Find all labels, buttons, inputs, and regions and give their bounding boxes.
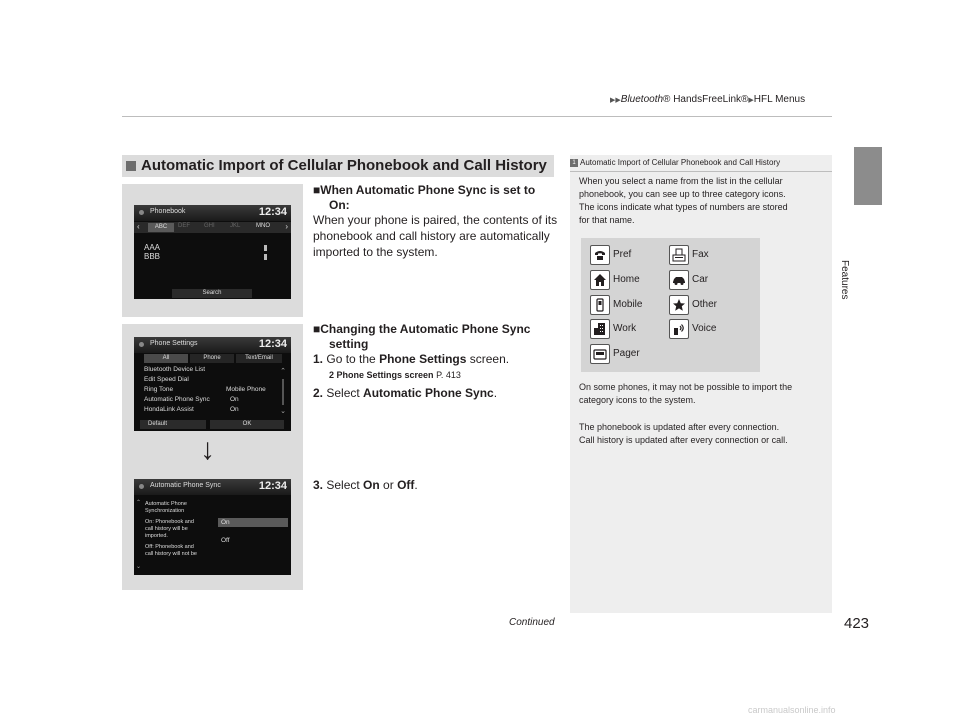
- mobile-icon: [590, 295, 610, 315]
- scroll-up-icon[interactable]: ⌃: [280, 368, 286, 375]
- screen-title: Phonebook: [150, 208, 186, 215]
- chapter-label: Features: [839, 260, 850, 300]
- category-icon-legend: [581, 238, 760, 372]
- sidebar-note: [570, 155, 832, 613]
- section-title: Automatic Import of Cellular Phonebook and Call History: [141, 157, 547, 174]
- settings-tabs: [144, 354, 282, 363]
- tab-def[interactable]: DEF: [178, 223, 190, 229]
- icon-label: Pref: [613, 249, 632, 260]
- mobile-icon: [264, 245, 267, 251]
- image-panel-settings: [122, 324, 303, 590]
- chevron-left-icon[interactable]: ‹: [137, 222, 140, 231]
- subsection-heading-cont: setting: [329, 337, 369, 351]
- voice-icon: [669, 319, 689, 339]
- tab-ghi[interactable]: GHI: [204, 223, 215, 229]
- triangle-icon: ▶: [748, 97, 754, 104]
- arrow-down-icon: ↓: [200, 433, 215, 466]
- screen-title: Automatic Phone Sync: [150, 482, 221, 489]
- scroll-up-icon[interactable]: ⌃: [136, 500, 142, 506]
- cross-reference-icon: 2: [329, 370, 335, 380]
- screen-title: Phone Settings: [150, 340, 198, 347]
- tab-abc[interactable]: ABC: [148, 223, 174, 232]
- note-paragraph-3: The phonebook is updated after every connection. Call history is updated after every connection or call.: [579, 422, 788, 445]
- section-heading-bar: [122, 155, 554, 177]
- automatic-phone-sync-screen: [134, 479, 291, 575]
- page-number: 423: [844, 615, 870, 632]
- building-icon: [590, 319, 610, 339]
- phone-icon: [590, 245, 610, 265]
- tab-jkl[interactable]: JKL: [230, 223, 241, 229]
- option-off[interactable]: Off: [221, 537, 230, 544]
- phone-settings-screen: [134, 337, 291, 431]
- step-1: 1. Go to the Phone Settings screen.: [313, 352, 510, 366]
- car-icon: [669, 270, 689, 290]
- scroll-down-icon[interactable]: ⌄: [136, 564, 142, 570]
- contact-entry[interactable]: BBB: [144, 252, 161, 261]
- icon-label: Pager: [613, 348, 640, 359]
- icon-label: Voice: [692, 323, 717, 334]
- note-paragraph-2: On some phones, it may not be possible to import the category icons to the system.: [579, 382, 793, 405]
- mobile-icon: [264, 254, 267, 260]
- pager-icon: [590, 344, 610, 364]
- screen-clock: 12:34: [258, 206, 287, 218]
- square-bullet-icon: [126, 161, 136, 171]
- watermark: carmanualsonline.info: [748, 705, 836, 715]
- icon-label: Home: [613, 274, 640, 285]
- step-3: 3. Select On or Off.: [313, 478, 418, 492]
- default-button[interactable]: Default: [140, 420, 206, 429]
- ok-button[interactable]: OK: [210, 420, 284, 429]
- triangle-icon: ▶▶: [610, 97, 621, 104]
- phonebook-screen: [134, 205, 291, 299]
- contact-list: [144, 243, 160, 261]
- search-button[interactable]: Search: [172, 289, 252, 298]
- menu-dot-icon: [139, 484, 144, 489]
- step-2: 2. Select Automatic Phone Sync.: [313, 386, 498, 400]
- list-item[interactable]: HondaLink Assist On: [144, 406, 239, 413]
- screen-clock: 12:34: [258, 338, 287, 350]
- star-icon: [669, 295, 689, 315]
- tab-phone[interactable]: Phone: [190, 354, 234, 363]
- fax-icon: [669, 245, 689, 265]
- icon-label: Other: [692, 299, 718, 310]
- scrollbar[interactable]: [282, 379, 284, 405]
- subsection-heading: ■Changing the Automatic Phone Sync: [313, 322, 531, 336]
- option-on[interactable]: On: [218, 518, 288, 527]
- list-item[interactable]: Edit Speed Dial: [144, 376, 189, 383]
- icon-label: Fax: [692, 249, 709, 260]
- chapter-tab: [854, 147, 882, 205]
- subsection-body: When your phone is paired, the contents of its phonebook and call history are automatically imported to the system.: [313, 213, 558, 259]
- icon-label: Mobile: [613, 299, 643, 310]
- image-panel-phonebook: [122, 184, 303, 317]
- subsection-heading-cont: On:: [329, 198, 350, 212]
- breadcrumb-hfl-suffix: ® HandsFreeLink®: [663, 94, 749, 105]
- list-item[interactable]: Ring Tone Mobile Phone: [144, 386, 266, 393]
- note-divider: [570, 171, 832, 172]
- screen-clock: 12:34: [258, 480, 287, 492]
- tab-all[interactable]: All: [144, 354, 188, 363]
- continued-label: Continued: [509, 617, 555, 628]
- house-icon: [590, 270, 610, 290]
- chevron-right-icon[interactable]: ›: [285, 222, 288, 231]
- contact-entry[interactable]: AAA: [144, 243, 161, 252]
- breadcrumb: [610, 94, 805, 105]
- icon-label: Car: [692, 274, 709, 285]
- breadcrumb-hfl-menus: HFL Menus: [753, 94, 806, 105]
- tab-mno[interactable]: MNO: [256, 223, 270, 229]
- cross-reference[interactable]: 2 Phone Settings screen P. 413: [329, 370, 461, 380]
- note-number-icon: 1: [570, 159, 578, 167]
- breadcrumb-bluetooth: Bluetooth: [620, 94, 664, 105]
- sync-description: Automatic Phone Synchronization On: Phonebook and call history will be imported. Off: Phonebook and call history will not be: [145, 501, 197, 557]
- header-divider: [122, 116, 832, 117]
- tab-text-email[interactable]: Text/Email: [236, 354, 282, 363]
- note-paragraph-1: When you select a name from the list in the cellular phonebook, you can see up to three category icons. The icons indicate what types of numbers are stored for that name.: [579, 176, 788, 225]
- subsection-heading: ■When Automatic Phone Sync is set to: [313, 183, 536, 197]
- scroll-down-icon[interactable]: ⌄: [280, 408, 286, 415]
- settings-list: [144, 365, 272, 415]
- list-item[interactable]: Bluetooth Device List: [144, 366, 206, 373]
- note-title: 1 Automatic Import of Cellular Phonebook and Call History: [570, 158, 780, 167]
- icon-label: Work: [613, 323, 637, 334]
- phonebook-tabs: [134, 222, 291, 233]
- menu-dot-icon: [139, 342, 144, 347]
- menu-dot-icon: [139, 210, 144, 215]
- square-bullet-icon: ■: [313, 183, 321, 197]
- list-item[interactable]: Automatic Phone Sync On: [144, 396, 239, 403]
- square-bullet-icon: ■: [313, 322, 321, 336]
